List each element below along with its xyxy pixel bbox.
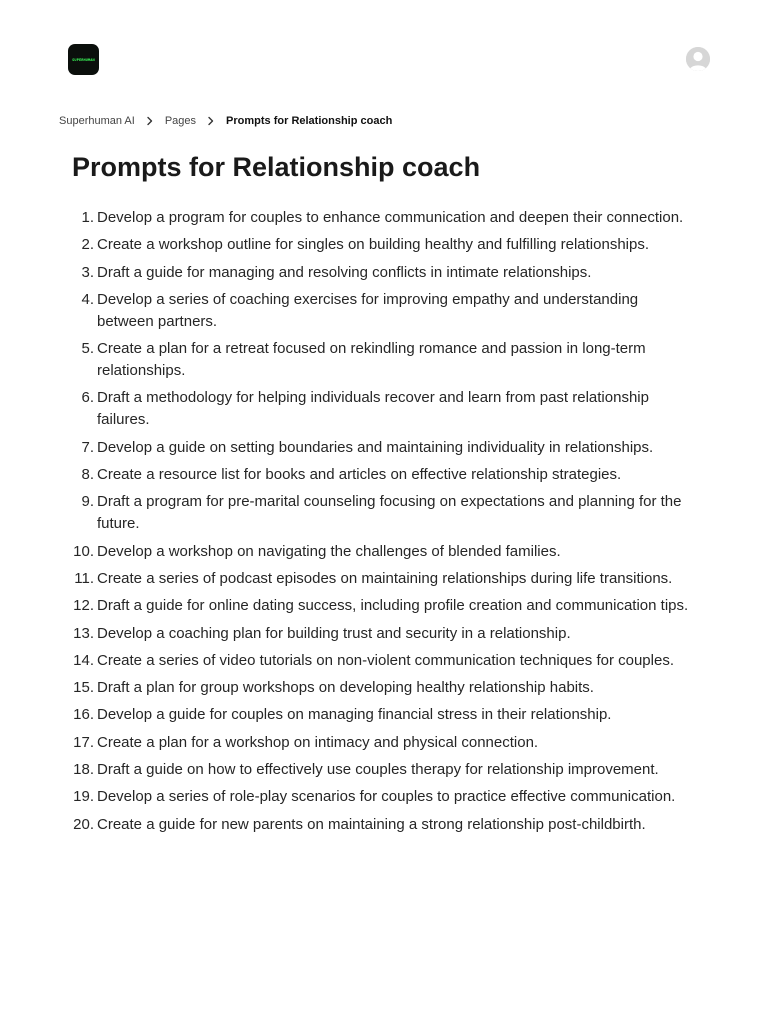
chevron-right-icon [202,112,220,130]
list-item-text: Create a series of podcast episodes on maintaining relationships during life transitions. [97,569,673,587]
list-item-number: 6. [81,389,94,407]
list-item-text: Draft a plan for group workshops on developing healthy relationship habits. [97,679,594,697]
list-item [81,234,697,256]
list-item-number: 1. [81,209,94,226]
logo-text: SUPERHUMAN [72,57,95,62]
prompt-list [73,207,697,841]
superhuman-logo[interactable] [68,44,99,75]
list-item-number: 10. [73,542,94,560]
list-item-number: 15. [73,679,94,697]
chevron-right-icon [141,112,159,130]
breadcrumb-pages[interactable]: Pages [164,115,197,127]
list-item [73,541,697,563]
list-item-number: 4. [81,290,94,308]
list-item-number: 12. [73,597,94,615]
list-item-text: Develop a program for couples to enhance communication and deepen their connection. [97,209,684,226]
list-item-number: 16. [73,706,94,724]
list-item [73,814,697,836]
list-item-text: Develop a series of coaching exercises for improving empathy and understanding between partners. [97,290,639,330]
list-item-number: 20. [73,815,94,833]
list-item-number: 9. [81,493,94,511]
breadcrumb-superhuman-ai[interactable]: Superhuman AI [59,115,135,127]
list-item-number: 7. [81,438,94,456]
list-item-text: Draft a guide on how to effectively use couples therapy for relationship improvement. [97,761,659,779]
page-title: Prompts for Relationship coach [72,152,481,182]
list-item-number: 8. [81,466,94,484]
list-item [81,289,697,333]
list-item [81,491,697,535]
list-item [81,262,697,284]
list-item [81,387,697,431]
list-item-number: 19. [73,788,94,806]
list-item-text: Draft a guide for online dating success, including profile creation and communication tips. [97,597,689,615]
list-item [81,464,697,486]
list-item [73,595,697,617]
list-item-text: Create a workshop outline for singles on building healthy and fulfilling relationships. [97,236,649,254]
list-item-text: Create a resource list for books and articles on effective relationship strategies. [97,466,622,484]
list-item-number: 17. [73,733,94,751]
list-item-text: Create a guide for new parents on maintaining a strong relationship post-childbirth. [97,815,646,833]
list-item-text: Create a plan for a retreat focused on rekindling romance and passion in long-term relationships. [97,340,646,380]
list-item-number: 14. [73,651,94,669]
list-item [81,338,697,382]
list-item [73,732,697,754]
list-item [81,437,697,459]
list-item [73,677,697,699]
list-item [73,623,697,645]
list-item-text: Develop a workshop on navigating the challenges of blended families. [97,542,561,560]
list-item-number: 11. [74,569,94,587]
list-item-number: 2. [81,236,94,254]
list-item-number: 18. [73,761,94,779]
list-item-number: 13. [73,624,94,642]
list-item [73,759,697,781]
list-item-text: Create a series of video tutorials on non-violent communication techniques for couples. [97,651,674,669]
list-item-text: Develop a series of role-play scenarios for couples to practice effective communication. [97,788,676,806]
list-item-text: Develop a coaching plan for building trust and security in a relationship. [97,624,571,642]
list-item-text: Create a plan for a workshop on intimacy and physical connection. [97,733,539,751]
list-item [74,568,697,590]
list-item-text: Develop a guide for couples on managing financial stress in their relationship. [97,706,612,724]
list-item-text: Draft a program for pre-marital counseling focusing on expectations and planning for the future. [97,493,682,533]
list-item [73,650,697,672]
top-bar [0,0,768,100]
list-item-text: Develop a guide on setting boundaries and maintaining individuality in relationships. [97,438,654,456]
list-item [81,207,697,229]
list-item [73,786,697,808]
breadcrumb-current-page: Prompts for Relationship coach [226,115,393,127]
list-item-text: Draft a methodology for helping individuals recover and learn from past relationship failures. [97,389,649,429]
list-item-number: 3. [81,263,94,281]
list-item [73,704,697,726]
user-avatar-icon[interactable] [686,47,710,71]
list-item-number: 5. [81,340,94,358]
breadcrumb [59,112,392,130]
list-item-text: Draft a guide for managing and resolving conflicts in intimate relationships. [97,263,592,281]
